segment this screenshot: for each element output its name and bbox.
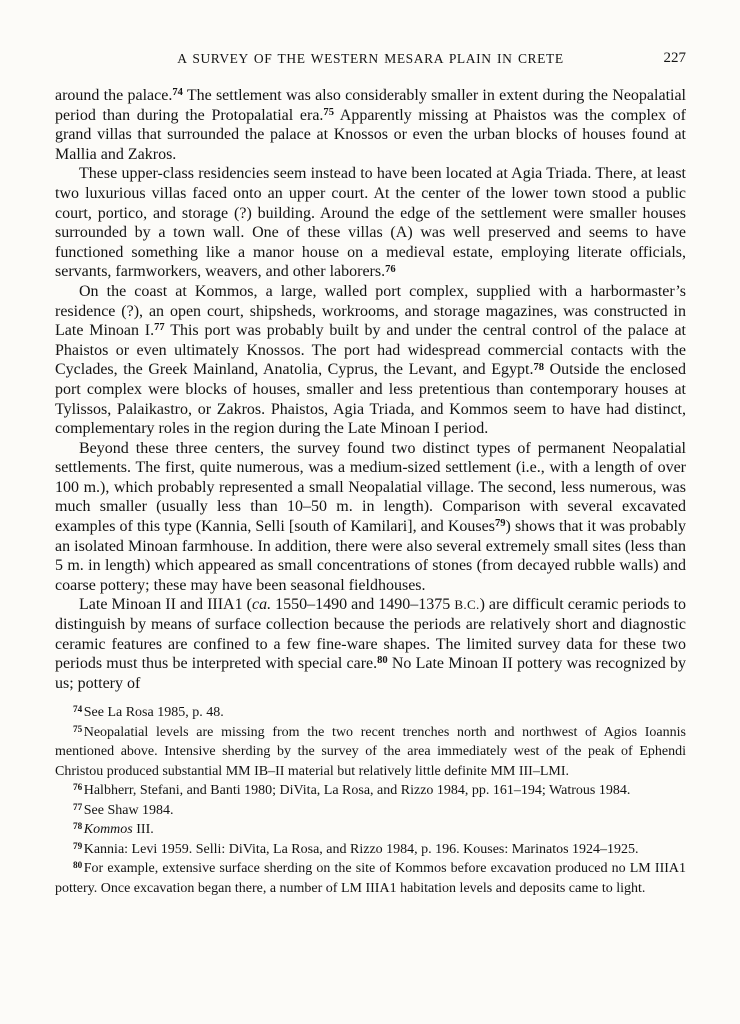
paragraph: [55, 439, 686, 596]
paragraph: [55, 86, 686, 164]
paragraph: [55, 595, 686, 693]
paragraph: [55, 282, 686, 439]
page-number: 227: [663, 50, 686, 66]
text-run: This port was probably built by and under the central control of the palace at Phaistos or even ultimately Knossos. The port had widespread commercial contacts with the Cyclades, the Greek Mainland, Anatolia, Cyprus, the Levant, and Egypt.: [55, 322, 686, 379]
italic-run: ca.: [251, 596, 272, 614]
text-run: The settlement was also considerably smaller in extent during the Neopalatial period than during the Protopalatial era.: [55, 87, 687, 124]
footnote-marker: 74: [73, 704, 83, 715]
text-run: See Shaw 1984.: [83, 802, 174, 818]
text-run: III.: [132, 822, 154, 838]
text-run: Apparently missing at Phaistos was the complex of grand villas that surrounded the palace at Knossos or even the urban blocks of houses found at Mallia and Zakros.: [55, 106, 687, 163]
page-header: [55, 50, 686, 67]
footnote-marker: 75: [73, 723, 83, 734]
paragraph: [55, 164, 686, 282]
body-paragraphs: [55, 86, 686, 693]
italic-run: Kommos: [83, 822, 133, 838]
text-run: For example, extensive surface sherding on the site of Kommos before excavation produced no LM IIIA1 pottery. Once excavation began there, a number of LM IIIA1 habitation levels and deposits came to light.: [55, 861, 686, 896]
text-run: These upper-class residencies seem instead to have been located at Agia Triada. There, at least two luxurious villas faced onto an upper court. At the center of the lower town stood a public court, portico, and storage (?) building. Around the edge of the settlement were smaller houses surrounded by a town wall. One of these villas (A) was well preserved and seems to have functioned something like a manor house on a medieval estate, employing literate officials, servants, farmworkers, weavers, and other laborers.: [55, 165, 686, 281]
footnote: [55, 781, 686, 801]
footnote: [55, 820, 686, 840]
footnote-marker: 76: [385, 263, 396, 275]
text-run: Kannia: Levi 1959. Selli: DiVita, La Rosa, and Rizzo 1984, p. 196. Kouses: Marinatos 1924–1925.: [83, 841, 639, 857]
footnote: [55, 859, 686, 898]
footnotes: [55, 703, 686, 898]
text-run: ) are difficult ceramic periods to distinguish by means of surface collection because the periods are relatively short and diagnostic ceramic features are confined to a few fine-ware shapes. The limited survey data for these two periods must thus be interpreted with special care.: [55, 596, 687, 673]
text-run: No Late Minoan II pottery was recognized by us; pottery of: [55, 655, 686, 692]
footnote-marker: 75: [323, 106, 334, 118]
footnote-marker: 77: [154, 322, 165, 334]
running-title: A SURVEY OF THE WESTERN MESARA PLAIN IN CRETE: [177, 51, 564, 66]
footnote-marker: 78: [73, 821, 83, 832]
footnote: [55, 723, 686, 782]
footnote-marker: 78: [533, 361, 544, 373]
text-run: Late Minoan II and IIIA1 (: [79, 596, 252, 614]
text-run: Neopalatial levels are missing from the two recent trenches north and northwest of Agios Ioannis mentioned above. Intensive sherding by the survey of the area immediately west of the peak of Ephendi Christou produced substantial MM IB–II material but relatively little definite MM III–LMI.: [55, 724, 686, 779]
smallcaps-run: B.C.: [454, 597, 480, 613]
text-run: See La Rosa 1985, p. 48.: [83, 705, 224, 721]
text-run: Beyond these three centers, the survey found two distinct types of permanent Neopalatial settlements. The first, quite numerous, was a medium-sized settlement (i.e., with a length of over 100 m.), which probably represented a small Neopalatial village. The second, less numerous, was much smaller (usually less than 10–50 m. in length). Comparison with several excavated examples of this type (Kannia, Selli [south of Kamilari], and Kouses: [55, 439, 686, 536]
text-run: Outside the enclosed port complex were blocks of houses, smaller and less pretentious than contemporary houses at Tylissos, Palaikastro, or Zakros. Phaistos, Agia Triada, and Kommos seem to have had distinct, complementary roles in the region during the Late Minoan I period.: [55, 361, 687, 438]
text-run: On the coast at Kommos, a large, walled port complex, supplied with a harbormaster’s residence (?), an open court, shipsheds, workrooms, and storage magazines, was constructed in Late Minoan I.: [55, 282, 686, 340]
text-run: 1550–1490 and 1490–1375: [271, 596, 455, 614]
footnote-marker: 76: [73, 782, 83, 793]
footnote-marker: 74: [172, 87, 183, 99]
footnote-marker: 80: [377, 655, 388, 667]
footnote-marker: 79: [494, 518, 506, 530]
footnote-marker: 79: [73, 840, 83, 851]
text-column: [55, 50, 686, 898]
footnote: [55, 840, 686, 860]
text-run: around the palace.: [55, 87, 173, 104]
text-run: Halbherr, Stefani, and Banti 1980; DiVita, La Rosa, and Rizzo 1984, pp. 161–194; Watrous 1984.: [83, 783, 631, 799]
footnote: [55, 703, 686, 723]
footnote-marker: 77: [73, 801, 83, 812]
footnote: [55, 801, 686, 821]
text-run: ) shows that it was probably an isolated Minoan farmhouse. In addition, there were also several extremely small sites (less than 5 m. in length) which appeared as small concentrations of stones (from decayed rubble walls) and coarse pottery; these may have been seasonal fieldhouses.: [55, 518, 686, 594]
footnote-marker: 80: [73, 860, 83, 871]
